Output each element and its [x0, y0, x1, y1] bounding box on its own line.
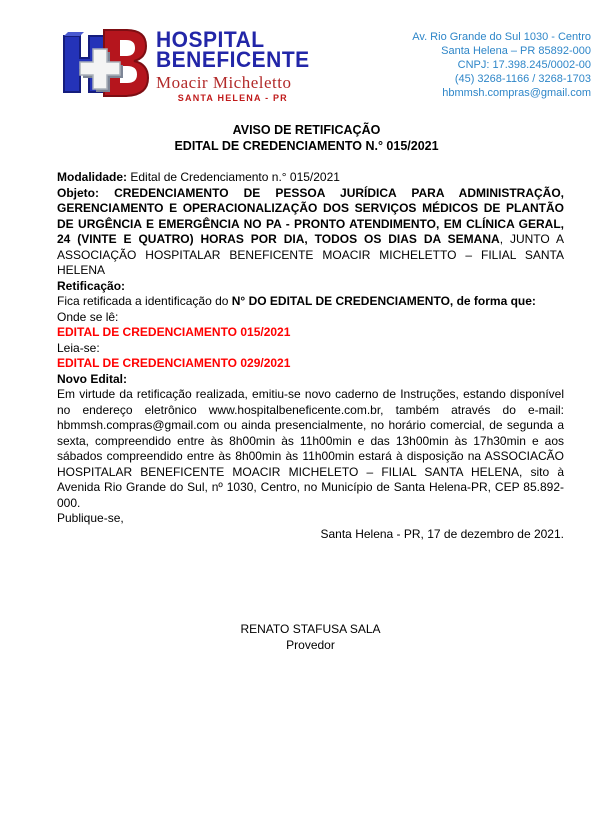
objeto-regular-text: , JUNTO A ASSOCIAÇÃO HOSPITALAR BENEFICENTE MOACIR MICHELETTO – FILIAL SANTA HELENA: [57, 232, 564, 277]
contact-city-line: Santa Helena – PR 85892-000: [441, 45, 591, 57]
leia-se-label: Leia-se:: [57, 340, 100, 355]
date-line: Santa Helena - PR, 17 de dezembro de 2021.: [320, 526, 564, 541]
publique-se-line: Publique-se,: [57, 511, 124, 525]
retificacao-regular-text: Fica retificada a identificação do: [57, 294, 232, 308]
edital-new-number: EDITAL DE CREDENCIAMENTO 029/2021: [57, 356, 291, 370]
edital-old-number: EDITAL DE CREDENCIAMENTO 015/2021: [57, 325, 291, 339]
logo-name-line4: SANTA HELENA - PR: [177, 93, 288, 103]
contact-block: [412, 30, 591, 100]
retificacao-heading: Retificação:: [57, 278, 126, 293]
logo-name-line3: Moacir Micheletto: [156, 73, 292, 92]
signature-role: Provedor: [286, 637, 335, 652]
contact-cnpj-line: CNPJ: 17.398.245/0002-00: [457, 59, 591, 71]
signature-name: RENATO STAFUSA SALA: [240, 622, 381, 636]
objeto-label: Objeto:: [57, 185, 115, 200]
signature-block: [57, 622, 564, 653]
logo-name-line2: BENEFICENTE: [156, 47, 310, 73]
hb-cross-logo-icon: [60, 24, 152, 104]
novo-edital-paragraph: Em virtude da retificação realizada, emitiu-se novo caderno de Instruções, estando disponível no endereço eletrônico www.hospitalbeneficente.com.br, também através do e-mail: hbmmsh.compras@gmail.com ou ainda presencialmente, no horário comercial, de segunda a sexta, compreendido entre às 8h00min às 11h00min e das 13h00min às 17h30min e aos sábados compreendido entre às 8h00min às 11h00min estará à disposição na ASSOCIACÃO HOSPITALAR BENEFICENTE MOACIR MICHELETO – FILIAL SANTA HELENA, sito à Avenida Rio Grande do Sul, nº 1030, Centro, no Município de Santa Helena-PR, CEP 85.892-000.: [57, 387, 564, 510]
modalidade-value: Edital de Credenciamento n.° 015/2021: [127, 170, 340, 184]
hospital-logo-text: [156, 24, 310, 103]
hospital-logo: [60, 24, 310, 104]
logo-name-line1: HOSPITAL: [156, 27, 265, 53]
contact-phone-line: (45) 3268-1166 / 3268-1703: [454, 73, 591, 85]
retificacao-text: [57, 294, 564, 310]
contact-email-line: hbmmsh.compras@gmail.com: [442, 87, 591, 99]
novo-edital-heading: Novo Edital:: [57, 371, 128, 386]
document-body: [57, 170, 564, 653]
title-line1: AVISO DE RETIFICAÇÃO: [232, 123, 381, 137]
title-line2: EDITAL DE CREDENCIAMENTO N.° 015/2021: [174, 139, 439, 153]
contact-address-line: Av. Rio Grande do Sul 1030 - Centro: [412, 31, 591, 43]
objeto-paragraph: [57, 186, 564, 279]
onde-se-le-label: Onde se lê:: [57, 309, 119, 324]
retificacao-bold-text: N° DO EDITAL DE CREDENCIAMENTO, de forma que:: [231, 294, 536, 308]
objeto-bold-text: CREDENCIAMENTO DE PESSOA JURÍDICA PARA ADMINISTRAÇÃO, GERENCIAMENTO E OPERACIONALIZAÇÃO DOS SERVIÇOS MÉDICOS DE PLANTÃO DE URGÊNCIA E EMERGÊNCIA NO PA - PRONTO ATENDIMENTO, EM CLÍNICA GERAL, 24 (VINTE E QUATRO) HORAS POR DIA, TODOS OS DIAS DA SEMANA: [57, 185, 565, 246]
modalidade-line: [57, 170, 564, 186]
document-title: [0, 122, 613, 154]
modalidade-label: Modalidade:: [57, 170, 128, 184]
